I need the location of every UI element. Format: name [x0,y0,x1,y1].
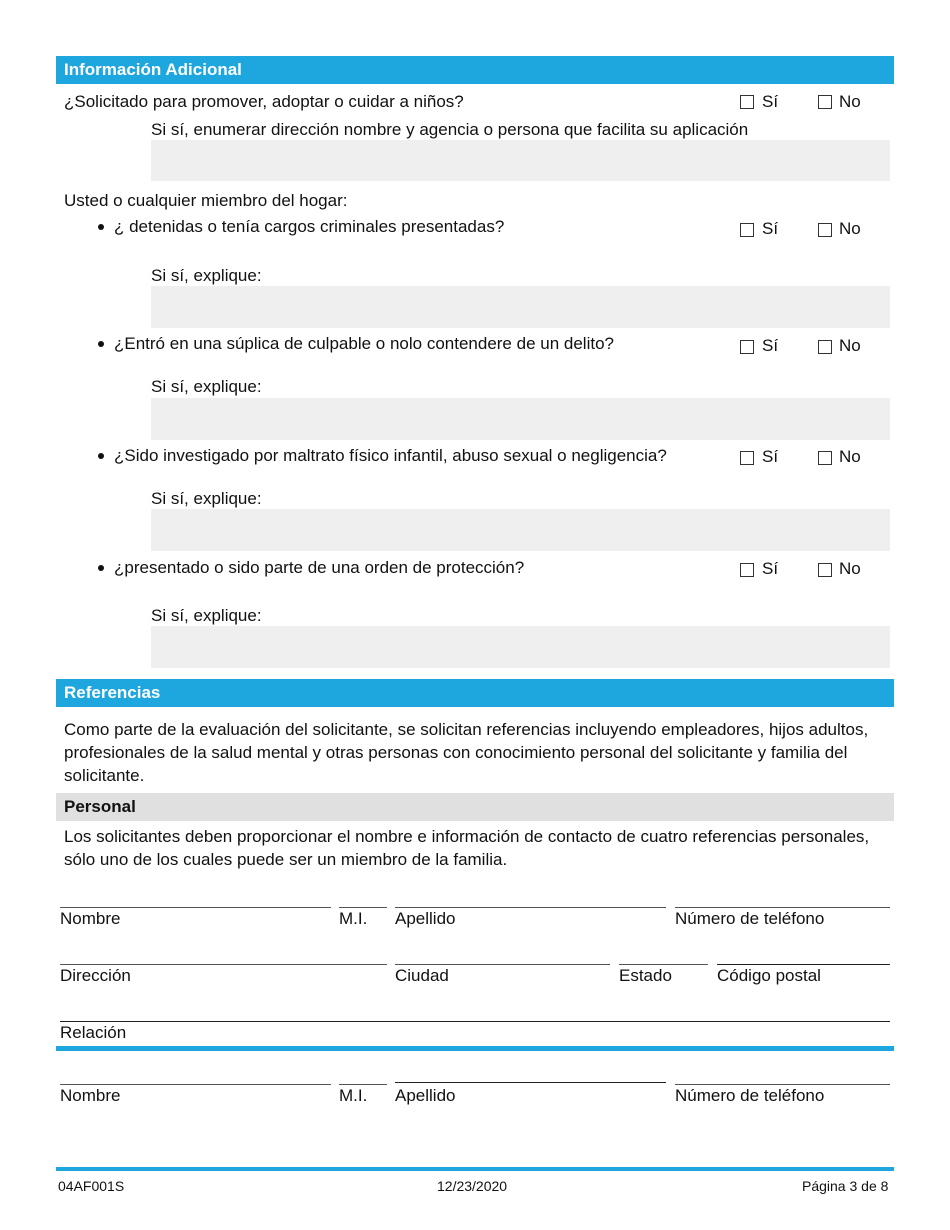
q-arrest-yes-label: Sí [762,219,779,238]
footer-date: 12/23/2020 [437,1178,508,1194]
q-arrest-yes-checkbox[interactable] [740,223,754,237]
q-investigated-no-checkbox[interactable] [818,451,832,465]
q-investigated-explain-field[interactable] [151,509,890,551]
q-arrest-explain-field[interactable] [151,286,890,328]
q-plea-explain-field[interactable] [151,398,890,440]
q-arrest-no-label: No [839,219,861,238]
ref1-last-name-label: Apellido [395,909,456,928]
ref1-name-field[interactable] [60,907,331,908]
q-foster-no-checkbox[interactable] [818,95,832,109]
ref1-address-field[interactable] [60,964,387,965]
question-investigated: ¿Sido investigado por maltrato físico infantil, abuso sexual o negligencia? [114,446,667,465]
footer-rule [56,1167,894,1171]
ref2-mi-label: M.I. [339,1086,368,1105]
ref1-phone-label: Número de teléfono [675,909,825,928]
q-plea-yes-label: Sí [762,336,779,355]
ref1-address-label: Dirección [60,966,131,985]
ref2-name-label: Nombre [60,1086,121,1105]
ref1-zip-label: Código postal [717,966,821,985]
ref1-zip-field[interactable] [717,964,890,965]
ref1-last-name-field[interactable] [395,907,666,908]
q-foster-answer-field[interactable] [151,140,890,181]
ref2-name-field[interactable] [60,1084,331,1085]
reference-divider [56,1046,894,1051]
ref1-state-label: Estado [619,966,672,985]
ref1-city-field[interactable] [395,964,610,965]
ref1-mi-label: M.I. [339,909,368,928]
question-foster: ¿Solicitado para promover, adoptar o cuidar a niños? [64,92,464,111]
q-protection-no-checkbox[interactable] [818,563,832,577]
q-protection-no-label: No [839,559,861,578]
q-foster-no-label: No [839,92,861,111]
footer-form-id: 04AF001S [58,1178,125,1194]
q-protection-explain-field[interactable] [151,626,890,668]
ref1-city-label: Ciudad [395,966,449,985]
q-foster-yes-label: Sí [762,92,779,111]
ref2-phone-field[interactable] [675,1084,890,1085]
q-protection-yes-label: Sí [762,559,779,578]
footer-page-number: Página 3 de 8 [802,1178,889,1194]
section-header-additional-info: Información Adicional [56,56,894,84]
q-plea-explain-label: Si sí, explique: [151,377,262,396]
ref1-relation-label: Relación [60,1023,127,1042]
bullet-icon [98,565,104,571]
question-foster-followup: Si sí, enumerar dirección nombre y agencia o persona que facilita su aplicación [151,120,749,139]
ref2-last-name-field[interactable] [395,1082,666,1083]
question-plea: ¿Entró en una súplica de culpable o nolo contendere de un delito? [114,334,614,353]
personal-intro: Los solicitantes deben proporcionar el nombre e información de contacto de cuatro referencias personales, sólo uno de los cuales puede ser un miembro de la familia. [64,827,870,869]
section-header-personal: Personal [56,793,894,821]
ref2-phone-label: Número de teléfono [675,1086,825,1105]
q-arrest-explain-label: Si sí, explique: [151,266,262,285]
q-protection-yes-checkbox[interactable] [740,563,754,577]
ref2-last-name-label: Apellido [395,1086,456,1105]
ref2-mi-field[interactable] [339,1084,387,1085]
q-plea-no-checkbox[interactable] [818,340,832,354]
q-investigated-yes-checkbox[interactable] [740,451,754,465]
q-investigated-yes-label: Sí [762,447,779,466]
question-protection: ¿presentado o sido parte de una orden de protección? [114,558,525,577]
ref1-mi-field[interactable] [339,907,387,908]
q-protection-explain-label: Si sí, explique: [151,606,262,625]
q-arrest-no-checkbox[interactable] [818,223,832,237]
q-plea-yes-checkbox[interactable] [740,340,754,354]
q-investigated-explain-label: Si sí, explique: [151,489,262,508]
household-intro: Usted o cualquier miembro del hogar: [64,191,348,210]
references-intro: Como parte de la evaluación del solicitante, se solicitan referencias incluyendo empleadores, hijos adultos, profesionales de la salud mental y otras personas con conocimiento personal del solicitante y familia del solicitante. [64,720,869,785]
section-header-references: Referencias [56,679,894,707]
bullet-icon [98,224,104,230]
bullet-icon [98,453,104,459]
ref1-phone-field[interactable] [675,907,890,908]
q-investigated-no-label: No [839,447,861,466]
ref1-state-field[interactable] [619,964,708,965]
q-plea-no-label: No [839,336,861,355]
q-foster-yes-checkbox[interactable] [740,95,754,109]
ref1-name-label: Nombre [60,909,121,928]
bullet-icon [98,341,104,347]
question-arrest: ¿ detenidas o tenía cargos criminales presentadas? [114,217,505,236]
ref1-relation-field[interactable] [60,1021,890,1022]
